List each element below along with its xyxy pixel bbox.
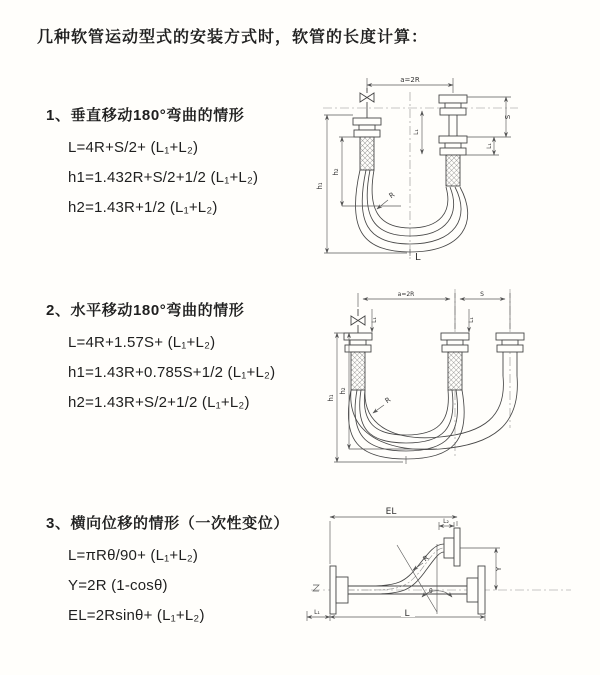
left-flange (344, 333, 372, 390)
formula-l: L=4R+S/2+ (L₁+L₂) (68, 139, 199, 156)
left-flange (353, 118, 381, 170)
dim-label-y: Y (495, 566, 503, 572)
dim-label-s: S (504, 114, 512, 120)
braided-hose-section (446, 155, 460, 186)
right-flange (467, 566, 485, 614)
valve-icon (351, 309, 365, 333)
dim-label-l1: L₁ (486, 143, 493, 149)
dim-label-r: R (387, 190, 397, 201)
dim-l1 (307, 609, 330, 621)
dim-l (330, 608, 485, 621)
diagram-vertical-180-bend (313, 66, 578, 261)
dim-l (410, 249, 421, 263)
braided-hose-section (360, 137, 374, 170)
formula-h1: h1=1.43R+0.785S+1/2 (L₁+L₂) (68, 364, 276, 381)
formula-l: L=πRθ/90+ (L₁+L₂) (68, 547, 199, 564)
dim-label-a2r: a=2R (397, 291, 415, 298)
dim-s (460, 291, 505, 299)
centerlines (323, 92, 518, 259)
formula-el: EL=2Rsinθ+ (L₁+L₂) (68, 607, 205, 624)
dim-label-h2: h₂ (332, 168, 340, 176)
dim-label-a2r: a=2R (400, 76, 420, 84)
diagram-lateral-displacement (303, 500, 593, 650)
dim-label-theta: θ (429, 588, 433, 595)
dim-label-h2: h₂ (339, 387, 347, 395)
dim-label-l1: L₁ (413, 129, 420, 135)
dim-label-s: S (480, 291, 484, 298)
dim-label-l: L (415, 252, 421, 263)
dim-l1-mid (413, 111, 422, 154)
dim-label-h1: h₁ (316, 182, 324, 190)
dim-l1-left (371, 309, 378, 332)
braided-hose-section (448, 352, 462, 390)
formula-h1: h1=1.432R+S/2+1/2 (L₁+L₂) (68, 169, 259, 186)
dim-label-l2: L₂ (443, 518, 449, 525)
section-lateral-displacement (46, 515, 289, 637)
radius-callout (373, 396, 392, 413)
dim-a2r (358, 291, 510, 329)
dim-l1-right (486, 137, 494, 155)
section-3-heading: 3、横向位移的情形（一次性变位） (46, 515, 289, 532)
dim-label-l1: L₁ (468, 317, 475, 323)
formula-h2: h2=1.43R+S/2+1/2 (L₁+L₂) (68, 394, 250, 411)
dim-l2 (439, 518, 454, 530)
formula-h2: h2=1.43R+1/2 (L₁+L₂) (68, 199, 218, 216)
right-pipe (439, 95, 467, 186)
section-1-heading: 1、垂直移动180°弯曲的情形 (46, 107, 245, 124)
left-flange (330, 566, 348, 614)
section-vertical-180 (46, 107, 258, 229)
dim-label-l1: L₁ (314, 609, 320, 616)
dim-label-l1: L₁ (371, 317, 378, 323)
section-horizontal-180 (46, 302, 275, 424)
dim-label-r: R (421, 553, 431, 564)
section-2-heading: 2、水平移动180°弯曲的情形 (46, 302, 245, 319)
hose-s-curve (348, 544, 444, 594)
braided-hose-section (351, 352, 365, 390)
dim-a2r (367, 76, 453, 93)
upper-flange-displaced-position (444, 528, 460, 566)
formula-y: Y=2R (1-cosθ) (68, 577, 168, 594)
page-title: 几种软管运动型式的安装方式时，软管的长度计算： (37, 29, 429, 46)
formula-l: L=4R+1.57S+ (L₁+L₂) (68, 334, 216, 351)
dim-label-r: R (383, 395, 393, 406)
dim-l1-mid (468, 309, 475, 332)
dim-label-l: L (404, 609, 410, 619)
dim-label-h1: h₁ (327, 394, 335, 402)
dim-label-el: EL (385, 507, 397, 517)
diagram-horizontal-180-bend (325, 283, 587, 463)
valve-icon (360, 88, 374, 118)
middle-flange (441, 333, 469, 390)
